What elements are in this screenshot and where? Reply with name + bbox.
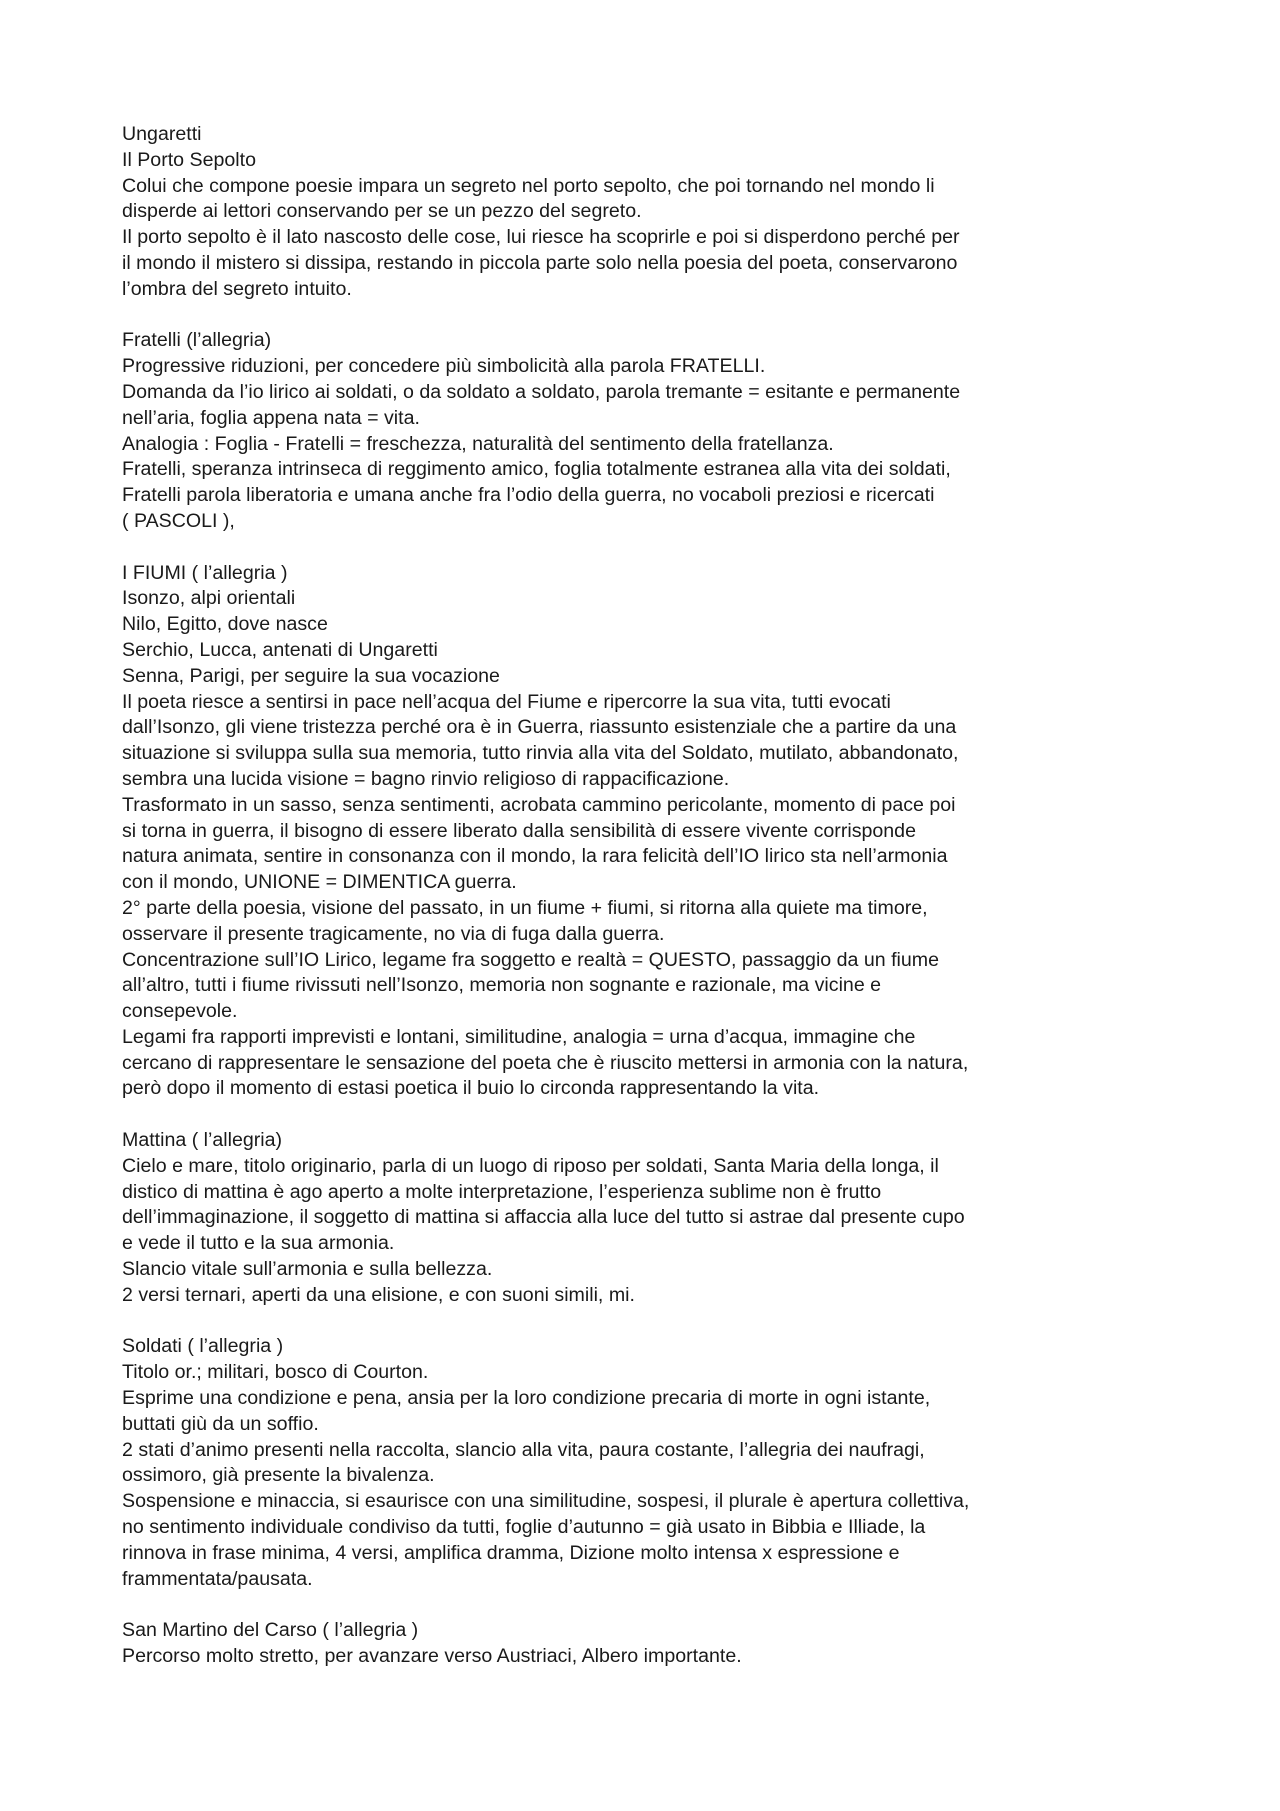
text-line: natura animata, sentire in consonanza con il mondo, la rara felicità dell’IO lirico sta nell’armonia — [122, 845, 948, 868]
text-line: Il porto sepolto è il lato nascosto delle cose, lui riesce ha scoprirle e poi si disperdono perché per — [122, 226, 960, 249]
text-line: Fratelli parola liberatoria e umana anche fra l’odio della guerra, no vocaboli preziosi e ricercati — [122, 484, 935, 507]
text-line: Sospensione e minaccia, si esaurisce con una similitudine, sospesi, il plurale è apertura collettiva, — [122, 1490, 970, 1513]
section-heading: Soldati ( l’allegria ) — [122, 1335, 284, 1358]
text-line: 2 versi ternari, aperti da una elisione, e con suoni simili, mi. — [122, 1283, 635, 1306]
text-line: Colui che compone poesie impara un segreto nel porto sepolto, che poi tornando nel mondo li — [122, 174, 935, 197]
text-line: l’ombra del segreto intuito. — [122, 277, 352, 300]
text-line: no sentimento individuale condiviso da tutti, foglie d’autunno = già usato in Bibbia e Illiade, la — [122, 1516, 926, 1539]
section-heading: I FIUMI ( l’allegria ) — [122, 561, 288, 584]
text-line: consepevole. — [122, 1000, 238, 1023]
section-heading: Fratelli (l’allegria) — [122, 329, 272, 352]
text-line: situazione si sviluppa sulla sua memoria, tutto rinvia alla vita del Soldato, mutilato, abbandonato, — [122, 742, 959, 765]
document-page — [122, 122, 1182, 1696]
text-line: 2° parte della poesia, visione del passato, in un fiume + fiumi, si ritorna alla quiete ma timore, — [122, 896, 928, 919]
text-line: Trasformato in un sasso, senza sentimenti, acrobata cammino pericolante, momento di pace poi — [122, 793, 956, 816]
text-line: dall’Isonzo, gli viene tristezza perché ora è in Guerra, riassunto esistenziale che a partire da una — [122, 716, 957, 739]
text-section — [122, 1334, 1182, 1592]
section-heading: Mattina ( l’allegria) — [122, 1129, 283, 1152]
text-line: 2 stati d’animo presenti nella raccolta, slancio alla vita, paura costante, l’allegria dei naufragi, — [122, 1438, 925, 1461]
text-line: ossimoro, già presente la bivalenza. — [122, 1464, 435, 1487]
section-heading: Ungaretti — [122, 123, 202, 145]
text-line: ( PASCOLI ), — [122, 509, 235, 532]
text-line: Legami fra rapporti imprevisti e lontani, similitudine, analogia = urna d’acqua, immagine che — [122, 1025, 916, 1048]
text-line: Analogia : Foglia - Fratelli = freschezza, naturalità del sentimento della fratellanza. — [122, 432, 834, 455]
text-line: Il poeta riesce a sentirsi in pace nell’acqua del Fiume e ripercorre la sua vita, tutti evocati — [122, 690, 891, 713]
text-line: Domanda da l’io lirico ai soldati, o da soldato a soldato, parola tremante = esitante e permanente — [122, 380, 961, 403]
text-line: distico di mattina è ago aperto a molte interpretazione, l’esperienza sublime non è frutto — [122, 1180, 882, 1203]
text-line: all’altro, tutti i fiume rivissuti nell’Isonzo, memoria non sognante e razionale, ma vicine e — [122, 974, 882, 997]
text-line: Esprime una condizione e pena, ansia per la loro condizione precaria di morte in ogni istante, — [122, 1387, 931, 1410]
text-line: Il Porto Sepolto — [122, 148, 256, 171]
text-line: Fratelli, speranza intrinseca di reggimento amico, foglia totalmente estranea alla vita dei soldati, — [122, 458, 951, 481]
text-section — [122, 1128, 1182, 1309]
text-line: e vede il tutto e la sua armonia. — [122, 1232, 395, 1255]
text-line: Progressive riduzioni, per concedere più simbolicità alla parola FRATELLI. — [122, 355, 766, 378]
text-section — [122, 122, 1182, 303]
text-section — [122, 561, 1182, 1103]
text-line: Serchio, Lucca, antenati di Ungaretti — [122, 638, 438, 661]
text-section — [122, 1618, 1182, 1670]
section-heading: San Martino del Carso ( l’allegria ) — [122, 1619, 419, 1642]
text-line: buttati giù da un soffio. — [122, 1412, 319, 1435]
text-line: si torna in guerra, il bisogno di essere liberato dalla sensibilità di essere vivente corrisponde — [122, 819, 916, 842]
text-line: sembra una lucida visione = bagno rinvio religioso di rappacificazione. — [122, 767, 730, 790]
text-line: Concentrazione sull’IO Lirico, legame fra soggetto e realtà = QUESTO, passaggio da un fiume — [122, 948, 940, 971]
text-line: Slancio vitale sull’armonia e sulla bellezza. — [122, 1258, 493, 1281]
text-line: Senna, Parigi, per seguire la sua vocazione — [122, 664, 500, 687]
text-line: osservare il presente tragicamente, no via di fuga dalla guerra. — [122, 922, 665, 945]
text-line: cercano di rappresentare le sensazione del poeta che è riuscito mettersi in armonia con la natura, — [122, 1051, 969, 1074]
text-line: però dopo il momento di estasi poetica il buio lo circonda rappresentando la vita. — [122, 1077, 820, 1100]
text-line: rinnova in frase minima, 4 versi, amplifica dramma, Dizione molto intensa x espressione e — [122, 1541, 900, 1564]
text-line: dell’immaginazione, il soggetto di mattina si affaccia alla luce del tutto si astrae dal presente cupo — [122, 1206, 965, 1229]
text-line: con il mondo, UNIONE = DIMENTICA guerra. — [122, 871, 517, 894]
text-section — [122, 328, 1182, 534]
text-line: il mondo il mistero si dissipa, restando in piccola parte solo nella poesia del poeta, conservarono — [122, 251, 958, 274]
text-line: disperde ai lettori conservando per se un pezzo del segreto. — [122, 200, 642, 223]
text-line: Percorso molto stretto, per avanzare verso Austriaci, Albero importante. — [122, 1645, 742, 1668]
text-line: Titolo or.; militari, bosco di Courton. — [122, 1361, 429, 1384]
text-line: Isonzo, alpi orientali — [122, 587, 296, 610]
text-line: nell’aria, foglia appena nata = vita. — [122, 406, 420, 429]
text-line: Nilo, Egitto, dove nasce — [122, 613, 328, 636]
text-line: frammentata/pausata. — [122, 1567, 313, 1590]
text-line: Cielo e mare, titolo originario, parla di un luogo di riposo per soldati, Santa Maria della longa, il — [122, 1154, 939, 1177]
